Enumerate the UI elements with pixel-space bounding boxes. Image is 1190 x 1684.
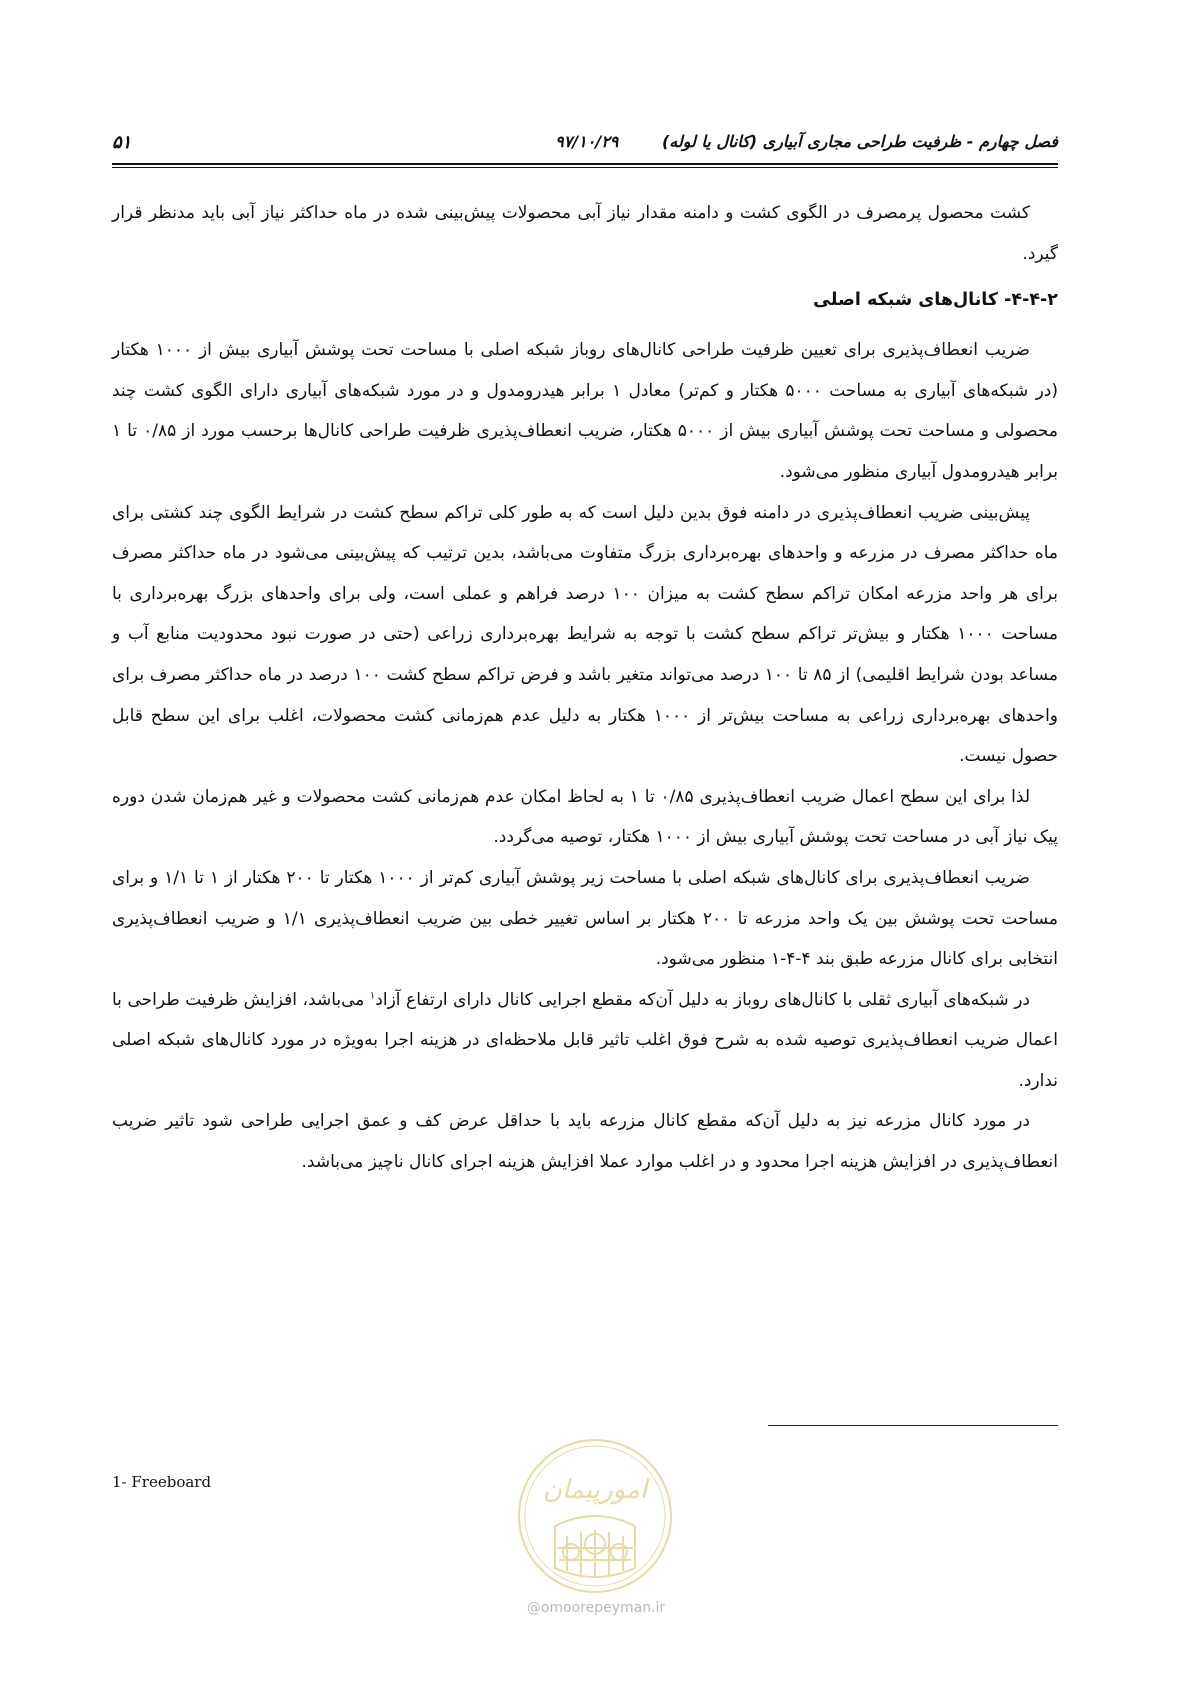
freeboard-text-before: در شبکه‌های آبیاری ثقلی با کانال‌های روباز به دلیل آن‌که مقطع اجرایی کانال دارای ارتفاع آزاد [375,989,1030,1010]
header-rule [112,163,1058,165]
header-date: ۹۷/۱۰/۲۹ [555,132,619,151]
freeboard-text-after: می‌باشد، افزایش ظرفیت طراحی با اعمال ضریب انعطاف‌پذیری توصیه شده به شرح فوق اغلب تاثیر قابل ملاحظه‌ای در هزینه اجرا به‌ویژه در مورد کانال‌های شبکه اصلی ندارد. [112,989,1058,1091]
paragraph-1: ضریب انعطاف‌پذیری برای تعیین ظرفیت طراحی کانال‌های روباز شبکه اصلی با مساحت تحت پوشش آبیاری بیش از ۱۰۰۰ هکتار (در شبکه‌های آبیاری به مساحت ۵۰۰۰ هکتار و کم‌تر) معادل ۱ برابر هیدرومدول و در مورد شبکه‌های آبیاری دارای الگوی کشت چند محصولی و مساحت تحت پوشش آبیاری بیش از ۵۰۰۰ هکتار، ضریب انعطاف‌پذیری ظرفیت طراحی کانال‌ها برحسب مورد از ۰/۸۵ تا ۱ برابر هیدرومدول آبیاری منظور می‌شود. [112,340,1058,482]
paragraph-4: ضریب انعطاف‌پذیری برای کانال‌های شبکه اصلی با مساحت زیر پوشش آبیاری کم‌تر از ۱۰۰۰ هکتار تا ۲۰۰ هکتار از ۱ تا ۱/۱ و برای مساحت تحت پوشش بین یک واحد مزرعه تا ۲۰۰ هکتار بر اساس تغییر خطی بین ضریب انعطاف‌پذیری ۱/۱ و ضریب انعطاف‌پذیری انتخابی برای کانال مزرعه طبق بند ۴-۴-۱ منظور می‌شود. [112,867,1058,970]
footnote-separator [768,1425,1058,1426]
page-header [112,128,1058,162]
running-title [555,132,1058,151]
paragraph-last: در مورد کانال مزرعه نیز به دلیل آن‌که مقطع کانال مزرعه باید با حداقل عرض کف و عمق اجرایی طراحی شود تاثیر ضریب انعطاف‌پذیری در افزایش هزینه اجرا محدود و در اغلب موارد عملا افزایش هزینه اجرای کانال ناچیز می‌باشد. [112,1111,1058,1173]
paragraph-freeboard [112,980,1058,1102]
chapter-title: فصل چهارم - ظرفیت طراحی مجاری آبیاری (کانال یا لوله) [661,132,1058,151]
header-rule-thin [112,167,1058,168]
omoorepeyman-seal-logo-icon [515,1436,675,1596]
paragraph-2: پیش‌بینی ضریب انعطاف‌پذیری در دامنه فوق بدین دلیل است که به طور کلی تراکم سطح کشت در شرایط الگوی چند کشتی برای ماه حداکثر مصرف در مزرعه و واحدهای بهره‌برداری بزرگ متفاوت می‌باشد، بدین ترتیب که پیش‌بینی می‌شود در ماه حداکثر مصرف برای هر واحد مزرعه امکان تراکم سطح کشت به میزان ۱۰۰ درصد فراهم و عملی است، ولی برای واحدهای بزرگ بهره‌برداری با مساحت ۱۰۰۰ هکتار و بیش‌تر تراکم سطح کشت با توجه به شرایط بهره‌برداری زراعی (حتی در صورت نبود محدودیت منابع آب و مساعد بودن شرایط اقلیمی) از ۸۵ تا ۱۰۰ درصد می‌تواند متغیر باشد و فرض تراکم سطح کشت ۱۰۰ درصد در ماه حداکثر مصرف برای واحدهای بهره‌برداری زراعی به مساحت بیش‌تر از ۱۰۰۰ هکتار به دلیل عدم هم‌زمانی کشت محصولات، اغلب برای این سطح قابل حصول نیست. [112,502,1058,767]
watermark-logo-text: امورپیمان [542,1475,648,1505]
main-text [112,193,1058,1183]
paragraph-3: لذا برای این سطح اعمال ضریب انعطاف‌پذیری ۰/۸۵ تا ۱ به لحاظ امکان عدم هم‌زمانی کشت محصولات و غیر هم‌زمان شدن دوره پیک نیاز آبی در مساحت تحت پوشش آبیاری بیش از ۱۰۰۰ هکتار، توصیه می‌گردد. [112,786,1058,848]
intro-paragraph: کشت محصول پرمصرف در الگوی کشت و دامنه مقدار نیاز آبی محصولات پیش‌بینی شده در ماه حداکثر نیاز آبی باید مدنظر قرار گیرد. [112,203,1058,264]
footnote: 1- Freeboard [112,1473,212,1491]
section-heading: ۴-۴-۲- کانال‌های شبکه اصلی [813,290,1058,311]
footnote-reference[interactable]: ۱ [369,990,376,1002]
watermark-url: @omoorepeyman.ir [526,1600,666,1616]
page-number: ۵۱ [112,132,132,153]
